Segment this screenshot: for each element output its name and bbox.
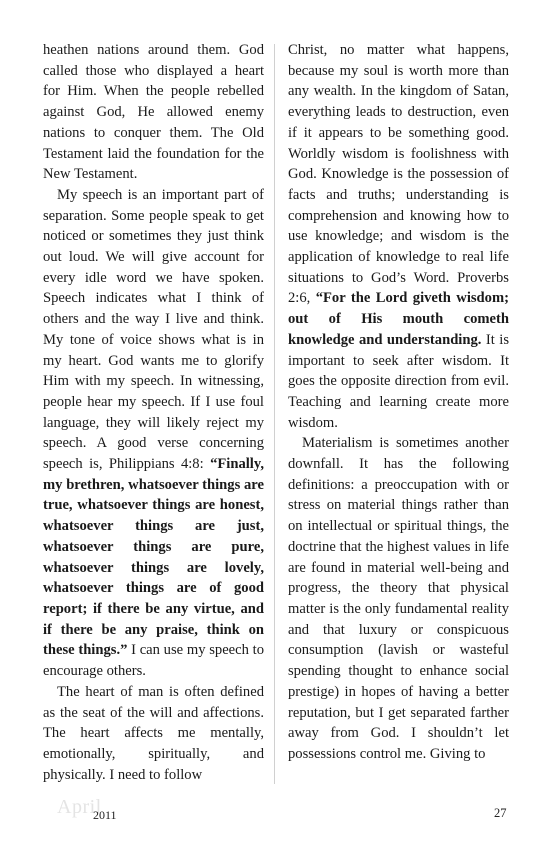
footer-year: 2011 <box>93 808 117 822</box>
column-divider <box>274 44 275 784</box>
paragraph <box>43 40 264 185</box>
body-text: The heart of man is often defined as the seat of the will and affections. The heart affects me mentally, emotionally, spiritually, and physically. I need to follow <box>43 683 264 783</box>
body-text: Materialism is sometimes another downfall. It has the following definitions: a preoccupation with or stress on material things rather than on intellectual or spiritual things, the doctrine that the highest values in life are found in material well-being and progress, the theory that physical matter is the only fundamental reality and that luxury or conspicuous consumption (lavish or wasteful spending thought to enhance social prestige) in hopes of having a better reputation, but I get separated farther away from God. I shouldn’t let possessions control me. Giving to <box>288 435 509 762</box>
body-text: heathen nations around them. God called those who displayed a heart for Him. When the people rebelled against God, He allowed enemy nations to conquer them. The Old Testament laid the foundation for the New Testament. <box>43 42 264 183</box>
paragraph <box>43 682 264 786</box>
body-text: I can use my speech to encourage others. <box>43 642 264 680</box>
scripture-quote: “Finally, my brethren, whatsoever things are true, whatsoever things are honest, whatsoever things are just, whatsoever things are pure, whatsoever things are lovely, whatsoever things are of good report; if there be any virtue, and if there be any praise, think on these things.” <box>43 456 264 659</box>
body-text: It is important to seek after wisdom. It goes the opposite direction from evil. Teaching and learning create more wisdom. <box>288 331 509 431</box>
paragraph <box>288 40 509 433</box>
body-text: Christ, no matter what happens, because my soul is worth more than any wealth. In the kingdom of Satan, everything leads to destruction, even if it appears to be something good. Worldly wisdom is foolishness with God. Knowledge is the possession of facts and truths; understanding is comprehension and knowing how to use knowledge; and wisdom is the application of knowledge to real life situations to God’s Word. Proverbs 2:6, <box>288 42 509 307</box>
right-column <box>288 40 509 765</box>
page-number: 27 <box>494 806 507 820</box>
footer-month-watermark: April <box>57 796 102 818</box>
scripture-quote: “For the Lord giveth wisdom; out of His mouth cometh knowledge and understanding. <box>288 290 509 348</box>
body-text: My speech is an important part of separation. Some people speak to get noticed or sometimes they just think out loud. We will give account for every idle word we have spoken. Speech indicates what I think of others and the way I live and think. My tone of voice shows what is in my heart. God wants me to glorify Him with my speech. In witnessing, people hear my speech. If I use foul language, they will likely reject my speech. A good verse concerning speech is, Philippians 4:8: <box>43 186 264 473</box>
paragraph <box>288 433 509 764</box>
left-column <box>43 40 264 785</box>
paragraph <box>43 185 264 682</box>
